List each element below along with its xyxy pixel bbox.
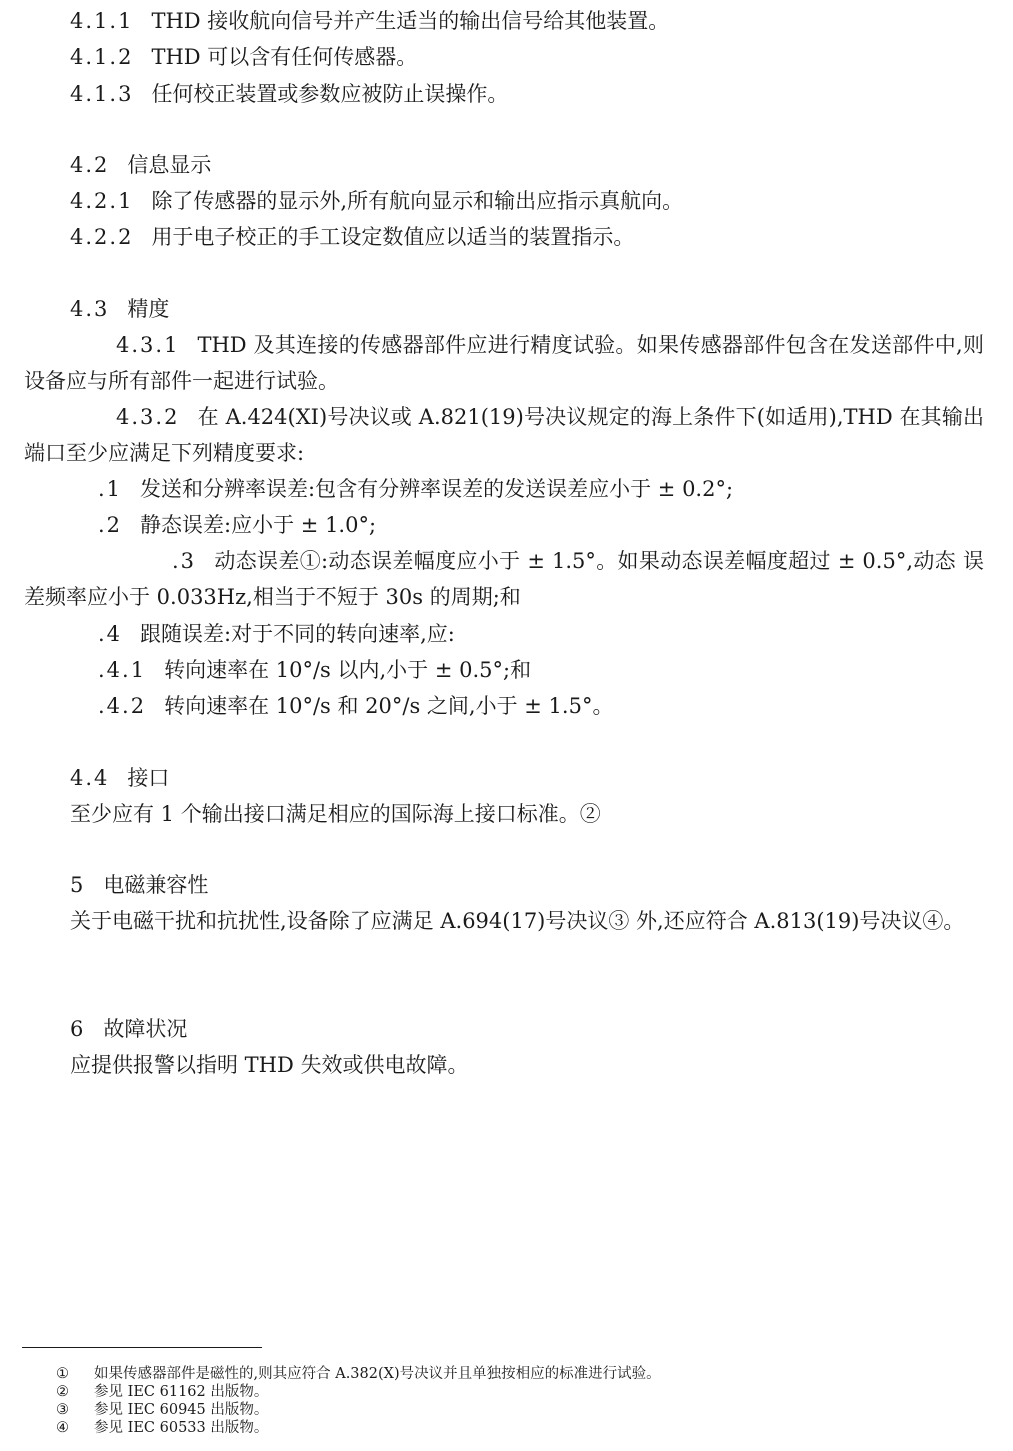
footnote-text: 如果传感器部件是磁性的,则其应符合 A.382(X)号决议并且单独按相应的标准进行试验。 bbox=[94, 1366, 661, 1382]
heading-text: 信息显示 bbox=[127, 153, 212, 177]
heading-number: 5 bbox=[70, 873, 86, 897]
item-number: .3 bbox=[172, 549, 197, 573]
requirement-2 bbox=[98, 513, 376, 537]
clause-number: 4.3.2 bbox=[116, 405, 180, 429]
footnote-4 bbox=[56, 1420, 268, 1437]
clause-number: 4.1.1 bbox=[70, 9, 134, 33]
footnote-text: 参见 IEC 60533 出版物。 bbox=[94, 1420, 269, 1436]
footnote-mark: ③ bbox=[56, 1402, 69, 1418]
footnote-text: 参见 IEC 61162 出版物。 bbox=[94, 1384, 269, 1400]
clause-text: 用于电子校正的手工设定数值应以适当的装置指示。 bbox=[151, 225, 635, 249]
footnote-divider bbox=[22, 1347, 262, 1348]
clause-number: 4.2.1 bbox=[70, 189, 134, 213]
item-number: .2 bbox=[98, 513, 123, 537]
item-text: 转向速率在 10°/s 和 20°/s 之间,小于 ± 1.5°。 bbox=[164, 694, 614, 718]
heading-number: 4.2 bbox=[70, 153, 110, 177]
clause-text: THD 可以含有任何传感器。 bbox=[151, 45, 418, 69]
clause-4-3-2 bbox=[24, 399, 984, 471]
clause-text: THD 接收航向信号并产生适当的输出信号给其他装置。 bbox=[151, 9, 670, 33]
heading-number: 6 bbox=[70, 1017, 86, 1041]
section-4-4-text bbox=[70, 802, 601, 826]
item-text: 跟随误差:对于不同的转向速率,应: bbox=[140, 622, 455, 646]
paragraph-text: 至少应有 1 个输出接口满足相应的国际海上接口标准。② bbox=[70, 802, 601, 826]
paragraph-text: 关于电磁干扰和抗扰性,设备除了应满足 A.694(17)号决议③ 外,还应符合 A.813(19)号决议④。 bbox=[70, 909, 965, 933]
clause-number: 4.1.2 bbox=[70, 45, 134, 69]
heading-text: 接口 bbox=[127, 766, 170, 790]
requirement-1 bbox=[98, 477, 733, 501]
item-number: .4.1 bbox=[98, 658, 147, 682]
clause-number: 4.3.1 bbox=[116, 333, 180, 357]
item-number: .4 bbox=[98, 622, 123, 646]
clause-4-1-3 bbox=[70, 82, 508, 106]
clause-text: 除了传感器的显示外,所有航向显示和输出应指示真航向。 bbox=[151, 189, 684, 213]
heading-number: 4.4 bbox=[70, 766, 110, 790]
footnote-1 bbox=[56, 1366, 661, 1383]
item-text: 动态误差①:动态误差幅度应小于 ± 1.5°。如果动态误差幅度超过 ± 0.5°,动态 误差频率应小于 0.033Hz,相当于不短于 30s 的周期;和 bbox=[24, 549, 984, 609]
paragraph-text: 应提供报警以指明 THD 失效或供电故障。 bbox=[70, 1053, 469, 1077]
clause-number: 4.2.2 bbox=[70, 225, 134, 249]
clause-text: 在 A.424(XI)号决议或 A.821(19)号决议规定的海上条件下(如适用),THD 在其输出端口至少应满足下列精度要求: bbox=[24, 405, 984, 465]
requirement-4 bbox=[98, 622, 455, 646]
section-heading-4-4 bbox=[70, 766, 169, 790]
footnote-2 bbox=[56, 1384, 268, 1401]
clause-4-1-1 bbox=[70, 9, 669, 33]
footnote-mark: ④ bbox=[56, 1420, 69, 1436]
footnote-text: 参见 IEC 60945 出版物。 bbox=[94, 1402, 269, 1418]
section-5-text bbox=[24, 903, 984, 939]
section-heading-4-2 bbox=[70, 153, 211, 177]
section-heading-5 bbox=[70, 873, 208, 897]
heading-text: 精度 bbox=[127, 297, 170, 321]
item-text: 发送和分辨率误差:包含有分辨率误差的发送误差应小于 ± 0.2°; bbox=[140, 477, 734, 501]
item-text: 转向速率在 10°/s 以内,小于 ± 0.5°;和 bbox=[164, 658, 532, 682]
section-heading-6 bbox=[70, 1017, 187, 1041]
item-number: .4.2 bbox=[98, 694, 147, 718]
requirement-4-1 bbox=[98, 658, 531, 682]
clause-4-1-2 bbox=[70, 45, 417, 69]
clause-text: 任何校正装置或参数应被防止误操作。 bbox=[151, 82, 509, 106]
footnote-mark: ② bbox=[56, 1384, 69, 1400]
footnote-3 bbox=[56, 1402, 268, 1419]
clause-4-2-2 bbox=[70, 225, 634, 249]
section-heading-4-3 bbox=[70, 297, 169, 321]
heading-text: 电磁兼容性 bbox=[103, 873, 209, 897]
item-number: .1 bbox=[98, 477, 123, 501]
item-text: 静态误差:应小于 ± 1.0°; bbox=[140, 513, 377, 537]
requirement-4-2 bbox=[98, 694, 613, 718]
clause-4-2-1 bbox=[70, 189, 683, 213]
requirement-3 bbox=[24, 543, 984, 615]
footnote-mark: ① bbox=[56, 1366, 69, 1382]
clause-number: 4.1.3 bbox=[70, 82, 134, 106]
clause-4-3-1 bbox=[24, 327, 984, 399]
heading-text: 故障状况 bbox=[103, 1017, 188, 1041]
heading-number: 4.3 bbox=[70, 297, 110, 321]
section-6-text bbox=[70, 1053, 469, 1077]
clause-text: THD 及其连接的传感器部件应进行精度试验。如果传感器部件包含在发送部件中,则设备应与所有部件一起进行试验。 bbox=[24, 333, 984, 393]
